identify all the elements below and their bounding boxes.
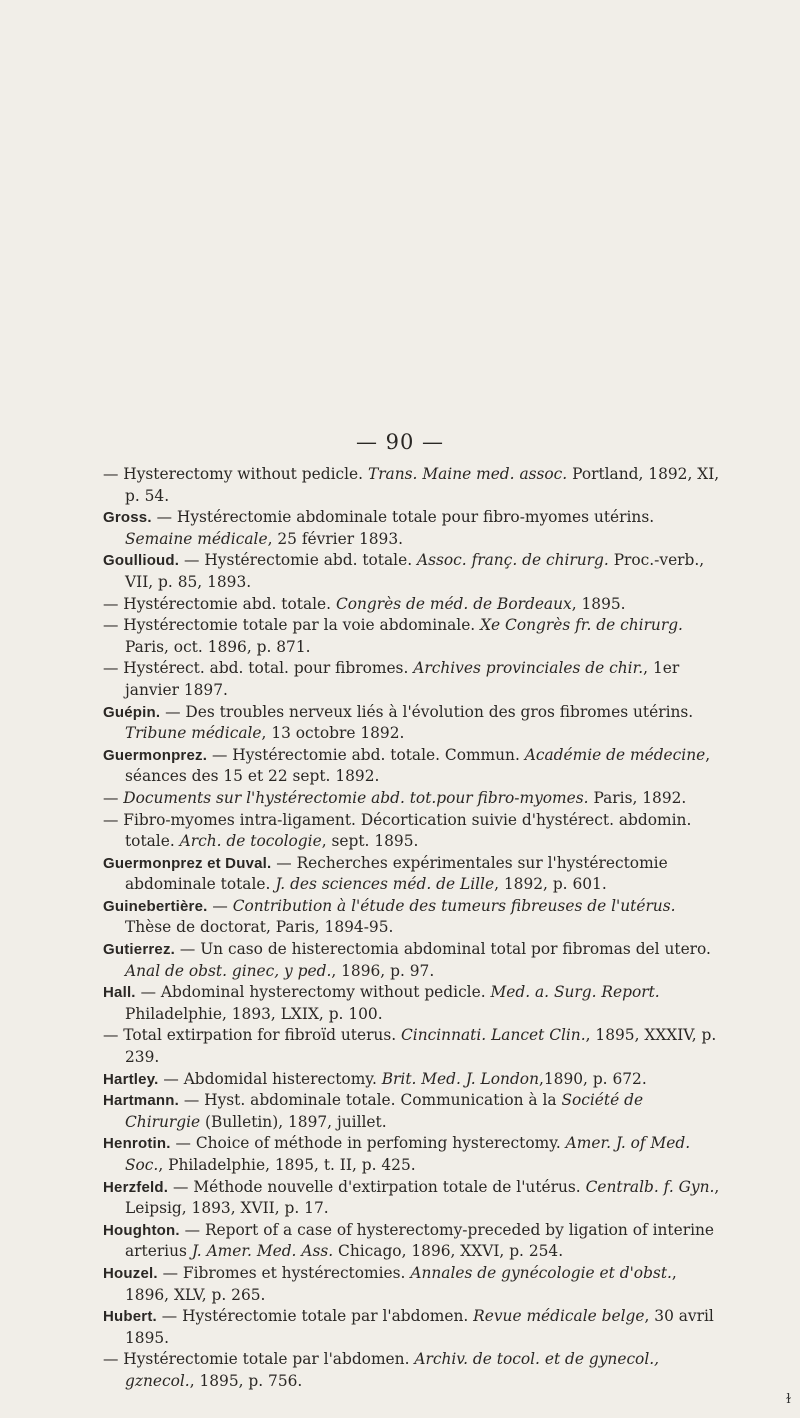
bibliography-entry <box>103 464 723 507</box>
entry-title: — Abdomidal histerectomy. <box>158 1069 382 1088</box>
entry-details: , sept. 1895. <box>321 832 419 851</box>
entry-details: Paris, 1892. <box>588 788 687 807</box>
entry-source: J. des sciences méd. de Lille <box>275 875 495 894</box>
entry-source: Centralb. f. Gyn. <box>585 1177 715 1196</box>
corner-mark: ɫ <box>786 1392 791 1407</box>
bibliography-entry <box>103 1069 723 1091</box>
entry-author: Henrotin. <box>103 1135 171 1153</box>
entry-dash: — <box>103 1350 119 1369</box>
entry-details: (Bulletin), 1897, juillet. <box>200 1112 387 1131</box>
entry-dash: — <box>103 594 119 613</box>
entry-details: Portland, 1892, XI, p. 54. <box>125 465 720 505</box>
entry-details: , 1896, p. 97. <box>331 961 435 980</box>
entry-details: , Leipsig, 1893, XVII, p. 17. <box>125 1177 720 1218</box>
entry-source: Med. a. Surg. Report. <box>490 983 660 1002</box>
entry-details: , 1895, p. 756. <box>189 1371 303 1390</box>
bibliography-entry <box>103 896 723 939</box>
entry-title: Hystérectomie abd. totale. <box>118 594 336 613</box>
entry-title: — Abdominal hysterectomy without pedicle. <box>135 983 491 1002</box>
entry-source: Assoc. franç. de chirurg. <box>416 551 609 570</box>
entry-title: — Report of a case of hysterectomy-preceded by ligation of interine arterius <box>125 1220 715 1261</box>
entry-source: Académie de médecine <box>524 745 706 764</box>
entry-author: Guermonprez et Duval. <box>103 854 272 872</box>
entry-source: Arch. de tocologie <box>179 832 322 851</box>
entry-details: , séances des 15 et 22 sept. 1892. <box>125 745 711 786</box>
entry-details: , 25 février 1893. <box>267 529 404 548</box>
entry-author: Hartley. <box>103 1070 159 1088</box>
entry-author: Houghton. <box>103 1221 180 1239</box>
entry-title: — Des troubles nerveux liés à l'évolution des gros fibromes utérins. <box>160 702 694 721</box>
entry-source: Brit. Med. J. London <box>381 1069 539 1088</box>
bibliography-entry <box>103 1025 723 1068</box>
entry-dash: — <box>103 1026 119 1045</box>
entry-author: Goullioud. <box>103 552 180 570</box>
entry-title: — Recherches expérimentales sur l'hystérectomie abdominale totale. <box>125 853 668 894</box>
bibliography-entry <box>103 788 723 810</box>
entry-details: Thèse de doctorat, Paris, 1894-95. <box>125 918 394 937</box>
entry-details: ,1890, p. 672. <box>538 1069 647 1088</box>
bibliography-entry <box>103 939 723 982</box>
bibliography-entry <box>103 1349 723 1392</box>
entry-title: Hystérect. abd. total. pour fibromes. <box>118 659 414 678</box>
entry-details: , 1895. <box>571 594 626 613</box>
entry-details: Proc.-verb., VII, p. 85, 1893. <box>125 551 705 591</box>
entry-author: Gross. <box>103 509 152 527</box>
entry-source: J. Amer. Med. Ass. <box>191 1242 334 1261</box>
entry-title: — Hystérectomie abdominale totale pour fibro-myomes utérins. <box>151 508 655 527</box>
entry-title: — Hyst. abdominale totale. Communication à la <box>178 1091 562 1110</box>
bibliography-entry <box>103 1306 723 1349</box>
entry-details: , Philadelphie, 1895, t. II, p. 425. <box>158 1156 416 1174</box>
bibliography-entry <box>103 1220 723 1263</box>
bibliography-entry <box>103 594 723 616</box>
entry-source: Trans. Maine med. assoc. <box>367 465 568 483</box>
entry-title: — <box>207 896 233 915</box>
entry-author: Herzfeld. <box>103 1178 169 1196</box>
entry-source: Xe Congrès fr. de chirurg. <box>480 616 683 635</box>
entry-source: Documents sur l'hystérectomie abd. tot.pour fibro-myomes. <box>123 788 589 807</box>
entry-dash: — <box>103 810 119 829</box>
entry-author: Guépin. <box>103 703 161 721</box>
bibliography-entry <box>103 615 723 658</box>
page-number: — 90 — <box>355 430 445 454</box>
entry-source: Anal de obst. ginec, y ped. <box>125 961 332 980</box>
bibliography-entry <box>103 550 723 593</box>
entry-details: , 1892, p. 601. <box>494 875 607 894</box>
entry-dash: — <box>103 788 119 807</box>
entry-title: Hystérectomie totale par l'abdomen. <box>118 1350 415 1369</box>
entry-author: Hubert. <box>103 1308 157 1326</box>
entry-dash: — <box>103 465 119 483</box>
entry-details: , 1895, XXXIV, p. 239. <box>125 1026 717 1067</box>
entry-dash: — <box>103 616 119 635</box>
entry-author: Guinebertière. <box>103 897 208 915</box>
entry-title: — Hystérectomie totale par l'abdomen. <box>156 1307 474 1326</box>
bibliography-entry <box>103 1177 723 1220</box>
entry-source: Annales de gynécologie et d'obst. <box>410 1263 672 1282</box>
bibliography-entry <box>103 507 723 550</box>
entry-source: Semaine médicale <box>125 529 268 548</box>
entry-source: Revue médicale belge <box>473 1307 645 1326</box>
bibliography-entry <box>103 702 723 745</box>
entry-source: Société de Chirurgie <box>125 1091 644 1131</box>
bibliography-entry <box>103 853 723 896</box>
entry-details: , 1896, XLV, p. 265. <box>125 1263 677 1304</box>
bibliography-entry <box>103 658 723 701</box>
entry-details: Philadelphie, 1893, LXIX, p. 100. <box>125 1004 383 1023</box>
entry-title: Hysterectomy without pedicle. <box>118 465 368 483</box>
entry-details: Paris, oct. 1896, p. 871. <box>125 637 311 656</box>
entry-author: Houzel. <box>103 1264 158 1282</box>
entry-details: Chicago, 1896, XXVI, p. 254. <box>333 1242 564 1261</box>
entry-title: Total extirpation for fibroïd uterus. <box>118 1026 402 1045</box>
entry-title: — Hystérectomie abd. totale. Commun. <box>207 745 525 764</box>
entry-source: Contribution à l'étude des tumeurs fibreuses de l'utérus. <box>232 896 676 915</box>
entry-source: Archiv. de tocol. et de gynecol., gznecol. <box>125 1350 660 1390</box>
entry-title: — Hystérectomie abd. totale. <box>179 551 417 570</box>
entry-author: Hall. <box>103 984 136 1002</box>
entry-source: Congrès de méd. de Bordeaux <box>335 594 572 613</box>
bibliography-entry <box>103 982 723 1025</box>
entry-title: — Méthode nouvelle d'extirpation totale de l'utérus. <box>168 1177 586 1196</box>
entry-source: Amer. J. of Med. Soc. <box>125 1134 691 1174</box>
entry-title: — Fibromes et hystérectomies. <box>157 1263 411 1282</box>
entry-source: Tribune médicale <box>125 724 262 743</box>
entry-title: — Choice of méthode in perfoming hysterectomy. <box>170 1134 566 1153</box>
bibliography-entry <box>103 1090 723 1133</box>
bibliography-entry <box>103 745 723 788</box>
entry-title: Fibro-myomes intra-ligament. Décortication suivie d'hystérect. abdomin. totale. <box>118 810 692 851</box>
entry-title: — Un caso de histerectomia abdominal total por fibromas del utero. <box>175 940 711 959</box>
bibliography-list <box>103 464 723 1393</box>
entry-source: Cincinnati. Lancet Clin. <box>401 1026 586 1045</box>
entry-dash: — <box>103 659 119 678</box>
entry-author: Gutierrez. <box>103 941 176 959</box>
bibliography-entry <box>103 1263 723 1306</box>
bibliography-entry <box>103 810 723 853</box>
entry-source: Archives provinciales de chir. <box>413 659 644 678</box>
bibliography-entry <box>103 1133 723 1176</box>
entry-details: , 1er janvier 1897. <box>125 659 680 699</box>
entry-details: , 13 octobre 1892. <box>261 724 405 743</box>
entry-details: , 30 avril 1895. <box>125 1307 714 1347</box>
entry-author: Guermonprez. <box>103 746 208 764</box>
entry-author: Hartmann. <box>103 1092 179 1110</box>
entry-title: Hystérectomie totale par la voie abdominale. <box>118 616 481 635</box>
